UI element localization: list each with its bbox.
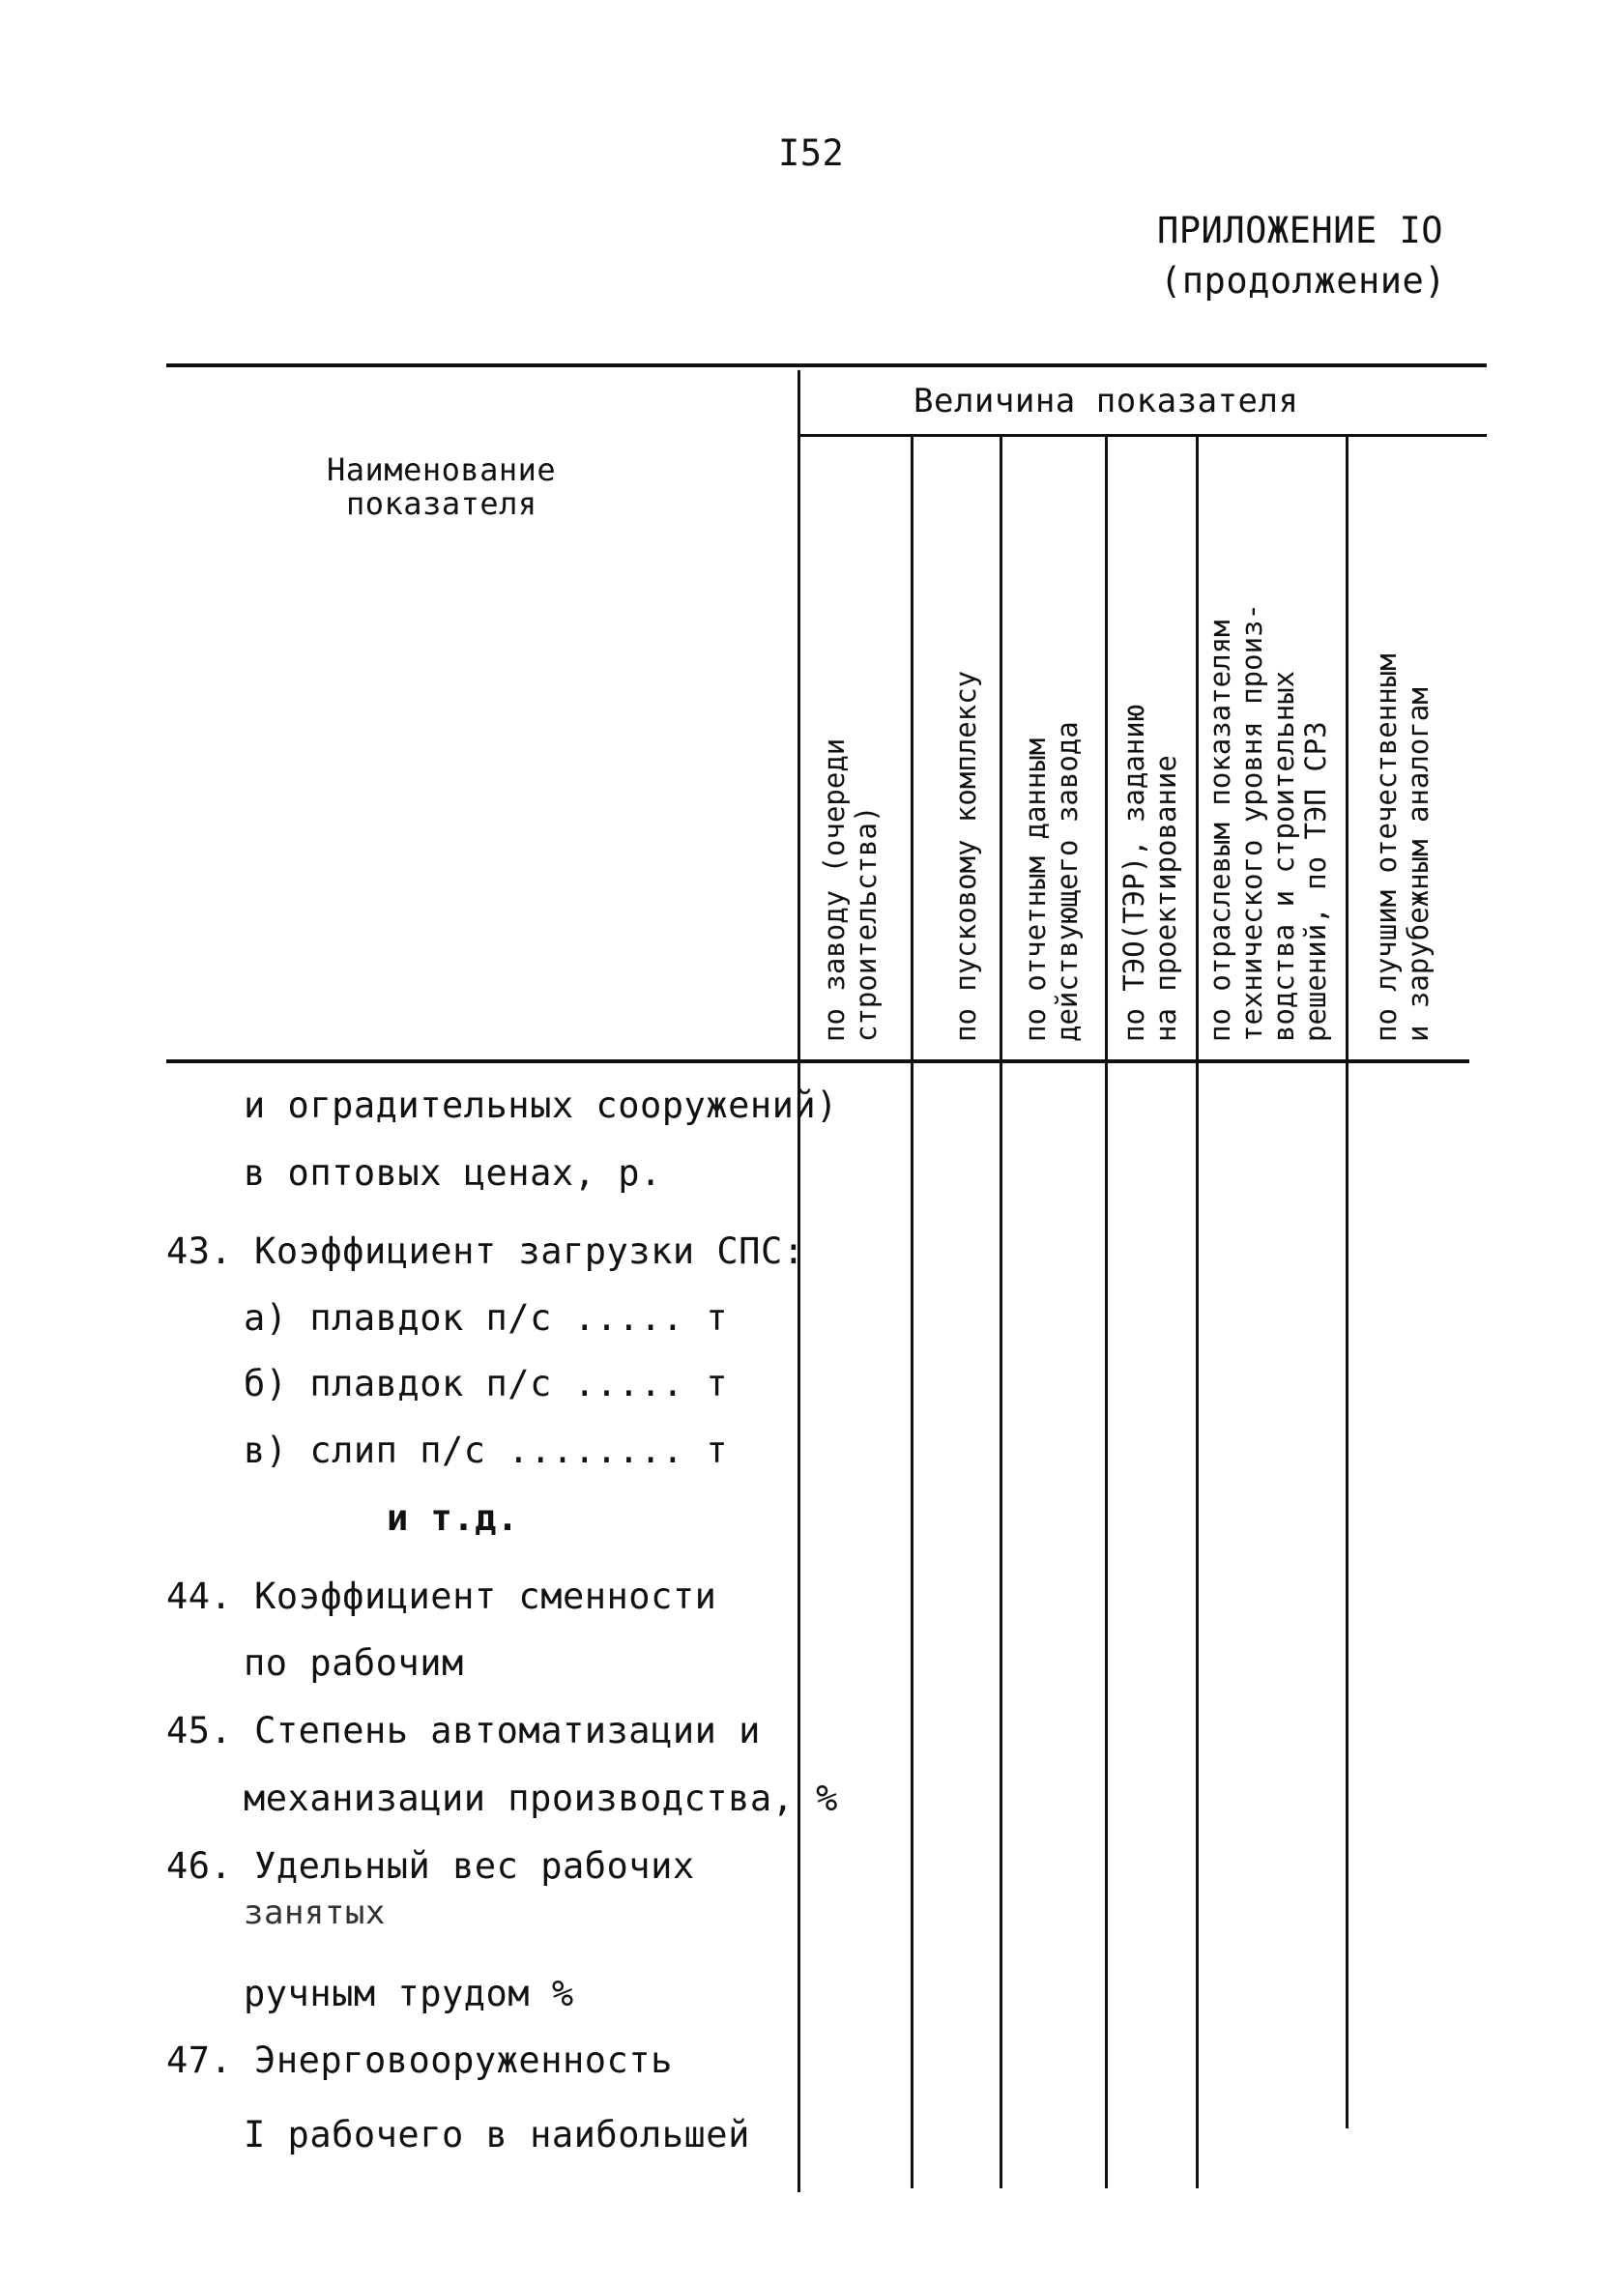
appendix-subtitle: (продолжение) (1160, 260, 1447, 302)
row-label: I рабочего в наибольшей (244, 2114, 750, 2155)
column-header-plant: по заводу (очереди строительства) (818, 738, 883, 1042)
table-top-rule (166, 363, 1487, 367)
row-header-line2: показателя (346, 485, 537, 522)
group-header: Величина показателя (914, 382, 1299, 420)
column-divider (1196, 437, 1199, 2188)
column-header-best-analogs: по лучшим отечественным и зарубежным аналогам (1370, 653, 1435, 1042)
row-header-line1: Наименование (327, 451, 557, 488)
row-label: по рабочим (244, 1642, 464, 1684)
column-divider (911, 437, 914, 2188)
column-header-startup-complex: по пусковому комплексу (949, 670, 982, 1042)
appendix-title: ПРИЛОЖЕНИЕ IO (1157, 210, 1444, 251)
row-label: а) плавдок п/с ..... т (244, 1297, 729, 1339)
row-label: ручным трудом % (244, 1973, 574, 2014)
column-divider (1105, 437, 1108, 2188)
row-label: 45. Степень автоматизации и (166, 1710, 761, 1751)
row-label: и т.д. (387, 1497, 519, 1539)
column-header-reported-data: по отчетным данным действующего завода (1019, 721, 1084, 1042)
row-label: механизации производства, % (244, 1778, 838, 1819)
header-bottom-rule (166, 1059, 1469, 1063)
row-label: 46. Удельный вес рабочих (166, 1845, 695, 1887)
row-label: 43. Коэффициент загрузки СПС: (166, 1230, 805, 1272)
row-label: б) плавдок п/с ..... т (244, 1363, 729, 1404)
row-header-divider (798, 370, 800, 2192)
row-label: в оптовых ценах, р. (244, 1152, 662, 1194)
column-divider (1000, 437, 1002, 2188)
group-header-rule (799, 434, 1487, 437)
column-header-industry-indicators: по отраслевым показателям технического уровня произ- водства и строительных решений, по ТЭП СРЗ (1204, 603, 1332, 1042)
column-divider (1346, 437, 1348, 2128)
row-label: 44. Коэффициент сменности (166, 1576, 717, 1617)
row-label: в) слип п/с ........ т (244, 1430, 729, 1471)
row-label: занятых (244, 1894, 386, 1932)
row-label: и оградительных сооружений) (244, 1085, 838, 1126)
row-label: 47. Энерговооруженность (166, 2039, 673, 2081)
page-number: I52 (778, 132, 845, 174)
column-header-feasibility: по ТЭО(ТЭР), заданию на проектирование (1117, 704, 1182, 1042)
